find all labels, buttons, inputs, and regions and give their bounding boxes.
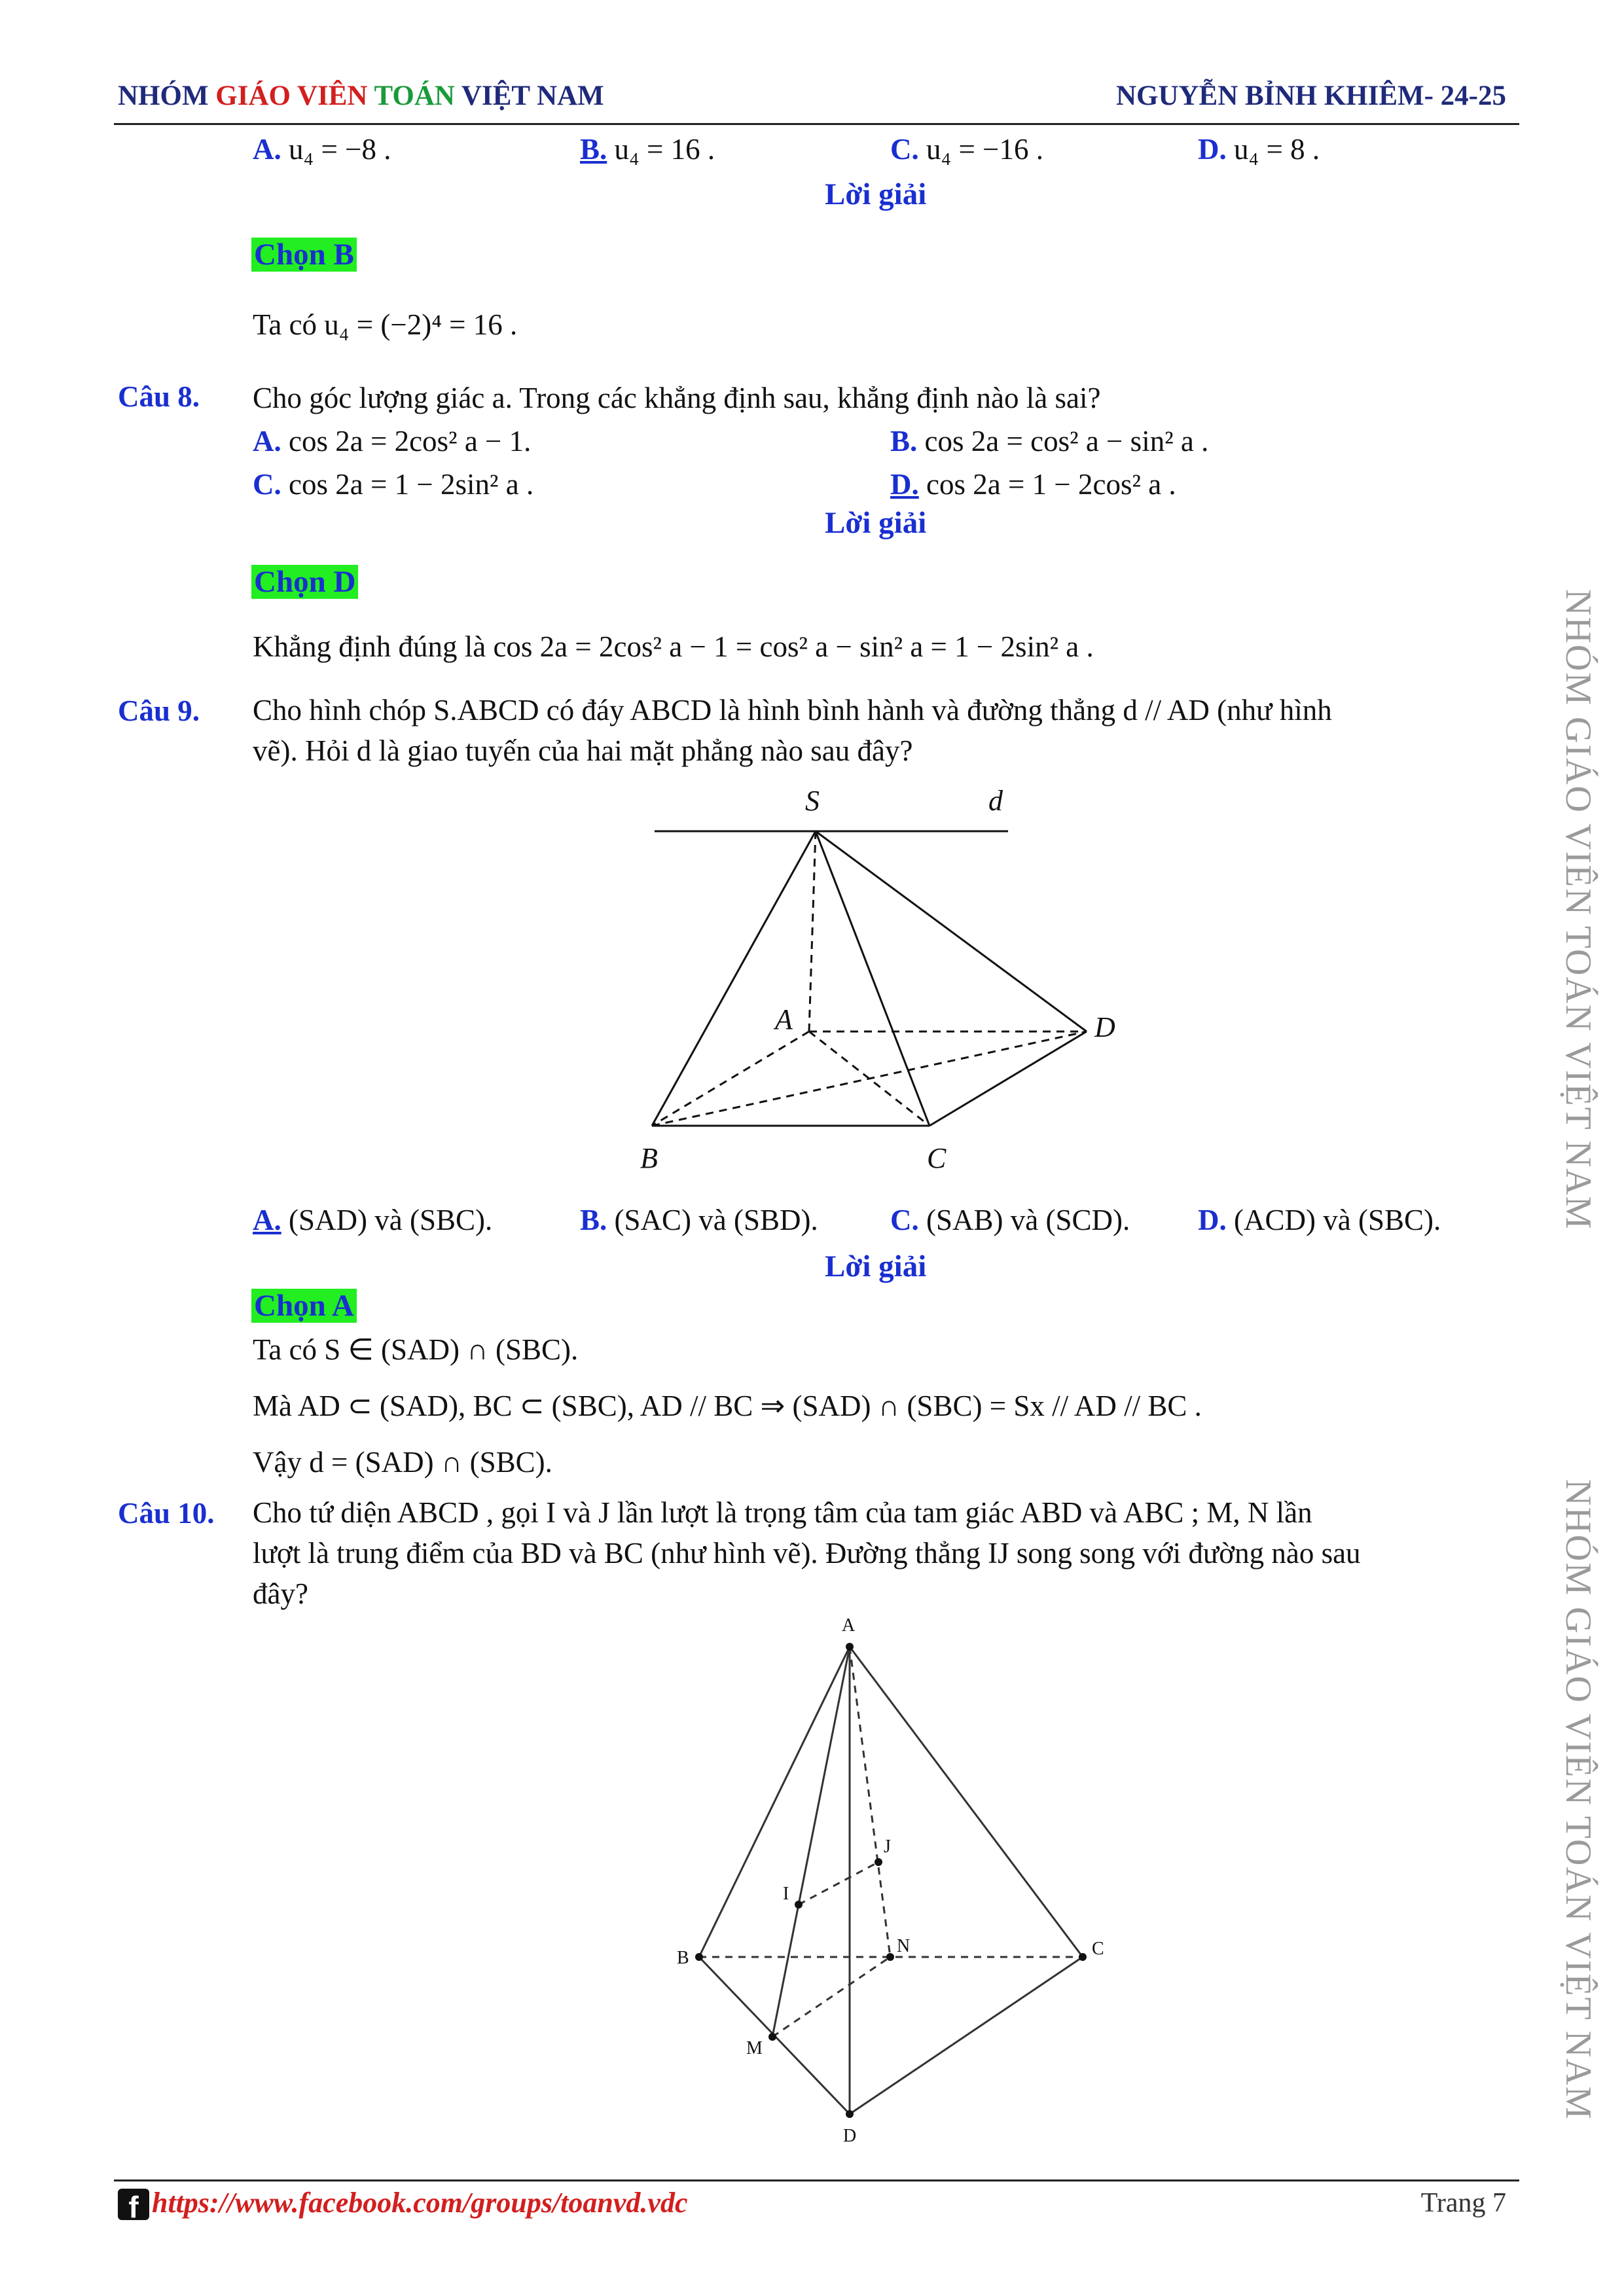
label-B: B (677, 1948, 689, 1968)
segment-IJ (799, 1862, 878, 1905)
edge-SB (652, 831, 816, 1126)
label-D: D (843, 2126, 857, 2146)
footer-rule (114, 2179, 1519, 2181)
edge-CD (929, 1031, 1087, 1126)
label-C: C (927, 1142, 947, 1174)
page-number: Trang 7 (1420, 2188, 1506, 2218)
q9-option-b: B. (SAC) và (SBD). (580, 1204, 818, 1236)
header-group-name (118, 80, 604, 112)
point-J (875, 1858, 882, 1866)
edge-AB (699, 1647, 850, 1957)
edge-SD (816, 831, 1087, 1031)
q9-question: Cho hình chóp S.ABCD có đáy ABCD là hình bình hành và đường thẳng d // AD (như hình vẽ). Hỏi d là giao tuyến của hai mặt phẳng nào sau đây? (253, 694, 1332, 767)
q7-answer: Chọn B (251, 238, 357, 272)
header-school: NGUYỄN BỈNH KHIÊM- 24-25 (1115, 81, 1506, 111)
q10-label: Câu 10. (118, 1497, 215, 1530)
q9-solution-line-1: Ta có S ∈ (SAD) ∩ (SBC). (253, 1333, 579, 1366)
q8-question: Cho góc lượng giác a. Trong các khẳng định sau, khẳng định nào là sai? (253, 382, 1101, 414)
q10-tetrahedron-figure (668, 1617, 1126, 2153)
header-word: TOÁN (374, 81, 455, 111)
q8-option-c: C. cos 2a = 1 − 2sin² a . (253, 468, 534, 501)
facebook-icon: f (118, 2189, 149, 2220)
point-I (795, 1901, 803, 1909)
q8-option-a: A. cos 2a = 2cos² a − 1. (253, 425, 532, 457)
header-word: VIỆT NAM (461, 81, 604, 111)
q9-pyramid-figure (628, 772, 1115, 1191)
q9-solution-line-2: Mà AD ⊂ (SAD), BC ⊂ (SBC), AD // BC ⇒ (SAD) ∩ (SBC) = Sx // AD // BC . (253, 1390, 1202, 1422)
label-A: A (842, 1615, 856, 1636)
point-M (768, 2033, 776, 2041)
footer-group-link[interactable]: https://www.facebook.com/groups/toanvd.vdc (152, 2187, 688, 2219)
label-B: B (640, 1142, 658, 1174)
segment-AM (772, 1647, 850, 2037)
label-D: D (1094, 1011, 1115, 1043)
q7-option-c: C. u₄ = −16 . (890, 133, 1043, 166)
q10-question: Cho tứ diện ABCD , gọi I và J lần lượt là trọng tâm của tam giác ABD và ABC ; M, N lần lượt là trung điểm của BD và BC (như hình vẽ). Đường thẳng IJ song song với đường nào sau đây? (253, 1496, 1361, 1610)
q7-option-d: D. u₄ = 8 . (1198, 133, 1320, 166)
header-word: NHÓM (118, 81, 209, 111)
q8-answer: Chọn D (251, 565, 358, 599)
edge-BD (652, 1031, 1087, 1126)
point-A (846, 1643, 854, 1651)
point-C (1079, 1953, 1087, 1961)
label-N: N (897, 1936, 911, 1956)
q8-option-b: B. cos 2a = cos² a − sin² a . (890, 425, 1209, 457)
label-d: d (988, 785, 1003, 817)
header-word: GIÁO VIÊN (215, 81, 368, 111)
q7-explanation: Ta có u₄ = (−2)⁴ = 16 . (253, 308, 518, 341)
q9-answer: Chọn A (251, 1289, 357, 1323)
q9-option-d: D. (ACD) và (SBC). (1198, 1204, 1441, 1236)
label-I: I (783, 1884, 789, 1904)
edge-SA (809, 831, 816, 1031)
point-D (846, 2110, 854, 2118)
q9-option-a: A. (SAD) và (SBC). (253, 1204, 493, 1236)
q8-label: Câu 8. (118, 380, 200, 413)
q9-solution-heading: Lời giải (825, 1249, 927, 1283)
label-M: M (746, 2038, 763, 2058)
point-N (886, 1953, 894, 1961)
q8-solution-heading: Lời giải (825, 506, 927, 540)
watermark-upper: NHÓM GIÁO VIÊN TOÁN VIỆT NAM (1558, 589, 1598, 1230)
q9-label: Câu 9. (118, 694, 200, 727)
q7-solution-heading: Lời giải (825, 177, 927, 211)
label-C: C (1092, 1939, 1104, 1959)
q9-solution-line-3: Vậy d = (SAD) ∩ (SBC). (253, 1446, 552, 1479)
segment-MN (772, 1957, 890, 2037)
label-A: A (775, 1003, 793, 1035)
q9-option-c: C. (SAB) và (SCD). (890, 1204, 1130, 1236)
label-J: J (884, 1837, 891, 1857)
q7-option-b: B. u₄ = 16 . (580, 133, 715, 166)
edge-SC (816, 831, 929, 1126)
point-B (695, 1953, 703, 1961)
q8-option-d: D. cos 2a = 1 − 2cos² a . (890, 468, 1176, 501)
q8-explanation: Khẳng định đúng là cos 2a = 2cos² a − 1 = cos² a − sin² a = 1 − 2sin² a . (253, 630, 1094, 663)
watermark-lower: NHÓM GIÁO VIÊN TOÁN VIỆT NAM (1558, 1479, 1598, 2121)
header-rule (114, 123, 1519, 125)
q7-option-a: A. u₄ = −8 . (253, 133, 391, 166)
label-S: S (805, 785, 820, 817)
edge-CD (850, 1957, 1083, 2114)
edge-AB (652, 1031, 809, 1126)
